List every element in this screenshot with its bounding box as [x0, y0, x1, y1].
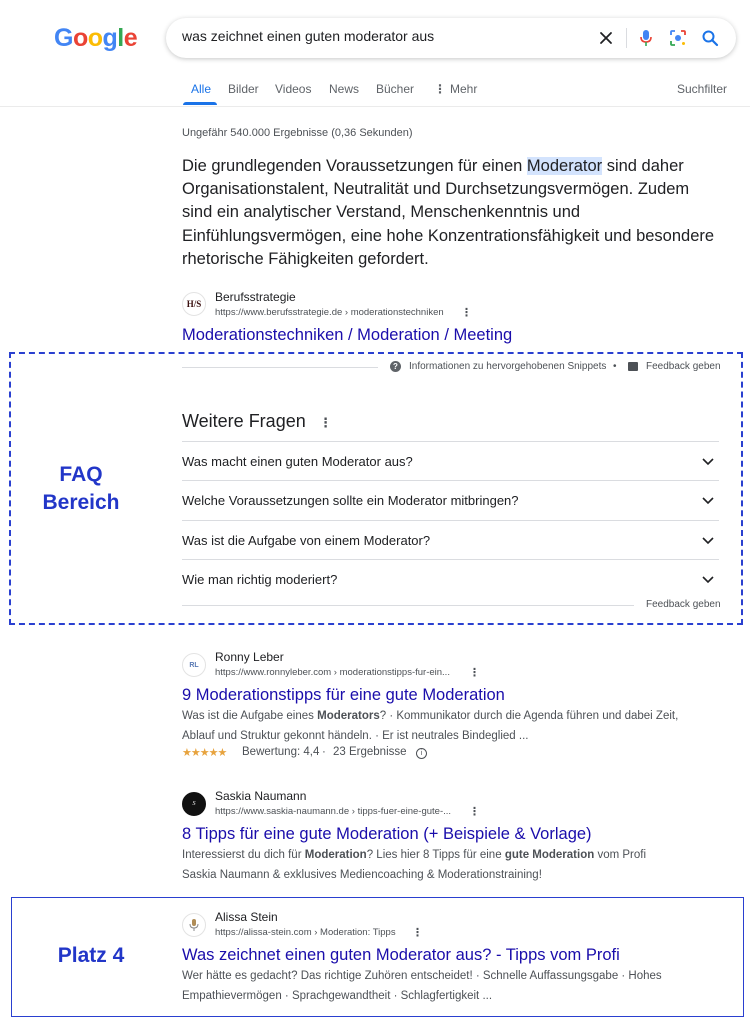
result-site-name[interactable]: Alissa Stein [215, 910, 278, 924]
tab-bilder[interactable]: Bilder [228, 82, 259, 96]
paa-question[interactable] [182, 559, 719, 599]
paa-bottom-divider [182, 605, 634, 606]
desc-part: Interessierst du dich für [182, 849, 305, 861]
search-icon[interactable] [698, 26, 722, 50]
paa-question-text: Was ist die Aufgabe von einem Moderator? [182, 533, 431, 548]
faq-label-line1: FAQ [59, 463, 103, 486]
result-description: Wer hätte es gedacht? Das richtige Zuhören entscheidet! · Schnelle Auffassungsgabe · Hohes Empathievermögen · Sprachgewandtheit · Schlagfertigkeit ... [182, 970, 662, 1002]
logo-letter: o [87, 24, 103, 52]
chevron-down-icon [701, 572, 715, 586]
result-site-url[interactable]: https://www.ronnyleber.com › moderationstipps-fur-ein... [215, 667, 450, 678]
more-vert-icon: ⋮ [434, 82, 446, 96]
faq-label-line2: Bereich [42, 491, 120, 514]
microphone-icon[interactable] [634, 26, 658, 50]
alissastein-favicon-icon[interactable] [182, 913, 206, 937]
snippet-info-divider [182, 367, 378, 368]
search-divider [626, 28, 627, 48]
chevron-down-icon [701, 533, 715, 547]
tab-videos[interactable]: Videos [275, 82, 312, 96]
paa-question-text: Wie man richtig moderiert? [182, 572, 338, 587]
platz-annotation-label: Platz 4 [57, 944, 125, 967]
paa-question[interactable] [182, 441, 719, 481]
feedback-icon[interactable] [628, 362, 638, 371]
lens-icon[interactable] [666, 26, 690, 50]
ronnyleber-favicon-icon[interactable]: RL [182, 653, 206, 677]
search-input[interactable] [182, 28, 582, 44]
info-icon[interactable]: i [416, 748, 427, 759]
snippet-text-pre: Die grundlegenden Voraussetzungen für einen [182, 157, 527, 175]
tab-news[interactable]: News [329, 82, 360, 96]
rating-stars-icon: ★★★★★ [182, 747, 227, 759]
chevron-down-icon [701, 454, 715, 468]
more-vert-icon[interactable]: ⋮ [469, 667, 480, 679]
logo-letter: e [123, 24, 138, 52]
active-tab-indicator [183, 102, 217, 105]
desc-part: ? Lies hier 8 Tipps für eine [366, 849, 505, 861]
result-site-name[interactable]: Ronny Leber [215, 650, 284, 664]
result-title[interactable]: Was zeichnet einen guten Moderator aus? - Tipps vom Profi [182, 946, 620, 964]
paa-title: Weitere Fragen [182, 411, 306, 431]
header-divider [0, 106, 750, 107]
desc-bold: Moderation [304, 849, 367, 861]
result-site-name[interactable]: Saskia Naumann [215, 789, 307, 803]
snippet-info-link[interactable]: Informationen zu hervorgehobenen Snippets [409, 361, 607, 372]
more-vert-icon[interactable]: ⋮ [412, 927, 423, 939]
tab-mehr-label: Mehr [450, 82, 478, 96]
chevron-down-icon [701, 493, 715, 507]
saskianaumann-favicon-icon[interactable]: S [182, 792, 206, 816]
result-site-url[interactable]: https://www.saskia-naumann.de › tipps-fuer-eine-gute-... [215, 806, 452, 817]
paa-question[interactable] [182, 520, 719, 560]
result-description [182, 707, 682, 746]
desc-part: Was ist die Aufgabe eines [182, 710, 318, 722]
search-box [166, 18, 736, 58]
logo-letter: G [54, 24, 73, 52]
google-logo[interactable] [54, 24, 137, 53]
featured-site-name[interactable]: Berufsstrategie [215, 290, 296, 304]
desc-part: ? · Kommunikator durch die Agenda führen und dabei Zeit, Ablauf und Struktur gekonnt händeln. · Er ist neutrales Bindeglied ... [182, 710, 679, 742]
clear-icon[interactable] [594, 26, 618, 50]
logo-letter: g [102, 24, 118, 52]
paa-question-text: Was macht einen guten Moderator aus? [182, 454, 413, 469]
dot-separator: • [613, 361, 617, 372]
paa-question-text: Welche Voraussetzungen sollte ein Moderator mitbringen? [182, 493, 519, 508]
faq-annotation-label [20, 461, 142, 517]
snippet-feedback-link[interactable]: Feedback geben [646, 361, 721, 372]
result-title[interactable]: 9 Moderationstipps für eine gute Moderation [182, 686, 505, 704]
snippet-highlight: Moderator [526, 157, 603, 175]
tools-button[interactable]: Suchfilter [677, 82, 728, 96]
featured-snippet-text [182, 155, 722, 271]
snippet-text-post: sind daher Organisationstalent, Neutralität und Durchsetzungsvermögen. Zudem sind ein analytischer Verstand, Menschenkenntnis und Einfühlungsvermögen, eine hohe Konzentrationsfähigkeit und besondere rhetorische Fähigkeiten gefordert. [182, 157, 715, 268]
tab-mehr[interactable] [434, 82, 477, 96]
more-vert-icon[interactable]: ⋮ [461, 307, 472, 319]
more-vert-icon[interactable]: ⋮ [469, 806, 480, 818]
help-icon[interactable]: ? [390, 361, 401, 372]
tab-buecher[interactable]: Bücher [376, 82, 415, 96]
result-stats: Ungefähr 540.000 Ergebnisse (0,36 Sekunden) [182, 127, 413, 139]
tab-alle[interactable]: Alle [191, 82, 212, 96]
result-title[interactable]: 8 Tipps für eine gute Moderation (+ Beispiele & Vorlage) [182, 825, 592, 843]
result-description [182, 846, 682, 885]
dot-separator: · [322, 746, 326, 758]
logo-letter: o [72, 24, 88, 52]
result-site-url[interactable]: https://alissa-stein.com › Moderation: Tipps [215, 927, 396, 938]
rating-text: Bewertung: 4,4 [242, 746, 320, 758]
desc-part: vom Profi Saskia Naumann & exklusives Mediencoaching & Moderationstraining! [182, 849, 647, 881]
paa-feedback-link[interactable]: Feedback geben [646, 599, 721, 610]
berufsstrategie-favicon-icon[interactable]: H/S [182, 292, 206, 316]
desc-bold: gute Moderation [504, 849, 595, 861]
featured-site-url[interactable]: https://www.berufsstrategie.de › moderationstechniken [215, 307, 444, 318]
desc-bold: Moderators [317, 710, 380, 722]
logo-letter: l [117, 24, 124, 52]
rating-count: 23 Ergebnisse [333, 746, 407, 758]
paa-question[interactable] [182, 480, 719, 520]
featured-result-title[interactable]: Moderationstechniken / Moderation / Meeting [182, 326, 513, 344]
more-vert-icon[interactable]: ⋮ [319, 415, 332, 430]
